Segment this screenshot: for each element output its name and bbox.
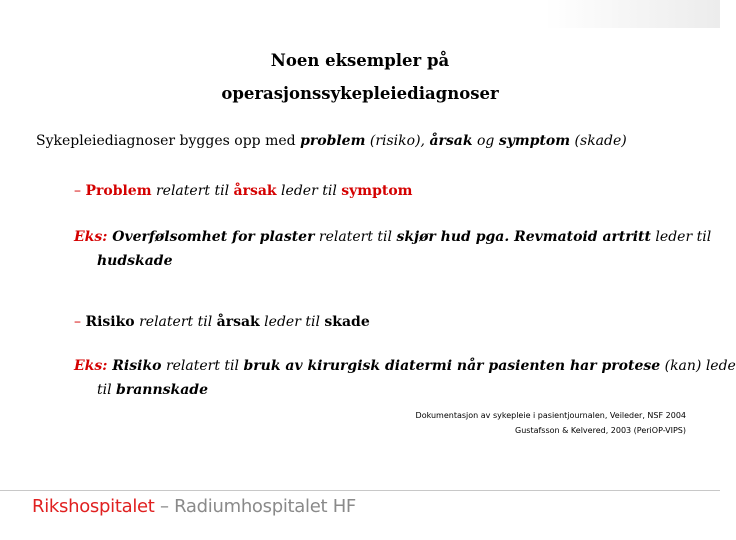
bullet-dash: – xyxy=(74,314,81,330)
intro-arsak: årsak xyxy=(429,133,473,149)
bullet-problem xyxy=(74,183,413,199)
bullet1-leder: leder til xyxy=(276,183,342,199)
example2-result: brannskade xyxy=(116,382,208,398)
intro-skade: (skade) xyxy=(570,133,627,149)
bullet-dash: – xyxy=(74,183,81,199)
bullet2-skade: skade xyxy=(324,314,370,330)
footer-radiumhospitalet: – Radiumhospitalet xyxy=(154,496,333,517)
example1-leder: leder til xyxy=(650,229,712,245)
intro-og: og xyxy=(472,133,499,149)
footer-rikshospitalet: Rikshospitalet xyxy=(32,496,155,517)
bullet2-arsak: årsak xyxy=(216,314,260,330)
bullet1-relatert: relatert til xyxy=(151,183,234,199)
title-line-1: Noen eksempler på xyxy=(270,51,450,70)
footer-logo xyxy=(32,496,356,517)
bullet1-problem: Problem xyxy=(85,183,152,199)
title-line-2: operasjonssykepleiediagnoser xyxy=(221,84,499,103)
example1-relatert: relatert til xyxy=(314,229,397,245)
footer-divider xyxy=(0,490,720,491)
example2-cause: bruk av kirurgisk diatermi når pasienten har protese xyxy=(243,358,661,374)
reference-2: Gustafsson & Kelvered, 2003 (PeriOP-VIPS) xyxy=(515,426,686,435)
intro-text: Sykepleiediagnoser bygges opp med xyxy=(36,133,301,149)
intro-risiko: (risiko), xyxy=(365,133,430,149)
example2-til: til xyxy=(97,382,117,398)
bullet-risiko xyxy=(74,314,370,330)
references xyxy=(416,408,686,438)
bullet1-arsak: årsak xyxy=(233,183,277,199)
example2-relatert: relatert til xyxy=(161,358,244,374)
intro-line xyxy=(36,133,627,149)
example1-result: hudskade xyxy=(97,253,173,269)
bullet1-symptom: symptom xyxy=(341,183,413,199)
intro-problem: problem xyxy=(300,133,366,149)
example2-label: Eks: xyxy=(74,358,108,374)
bullet2-relatert: relatert til xyxy=(134,314,217,330)
example1-problem: Overfølsomhet for plaster xyxy=(107,229,315,245)
example2-lede: (kan) lede xyxy=(660,358,736,374)
bullet2-leder: leder til xyxy=(259,314,325,330)
footer-hf: HF xyxy=(332,496,356,517)
example2-line1 xyxy=(74,358,736,374)
slide-title xyxy=(0,44,720,110)
example2-line2 xyxy=(97,382,208,398)
reference-1: Dokumentasjon av sykepleie i pasientjournalen, Veileder, NSF 2004 xyxy=(415,411,686,420)
bullet2-risiko: Risiko xyxy=(85,314,135,330)
example1-line1 xyxy=(74,229,711,245)
intro-symptom: symptom xyxy=(498,133,571,149)
example2-risiko: Risiko xyxy=(107,358,162,374)
example1-label: Eks: xyxy=(74,229,108,245)
corner-gradient xyxy=(545,0,720,28)
example1-cause: skjør hud pga. Revmatoid artritt xyxy=(396,229,651,245)
